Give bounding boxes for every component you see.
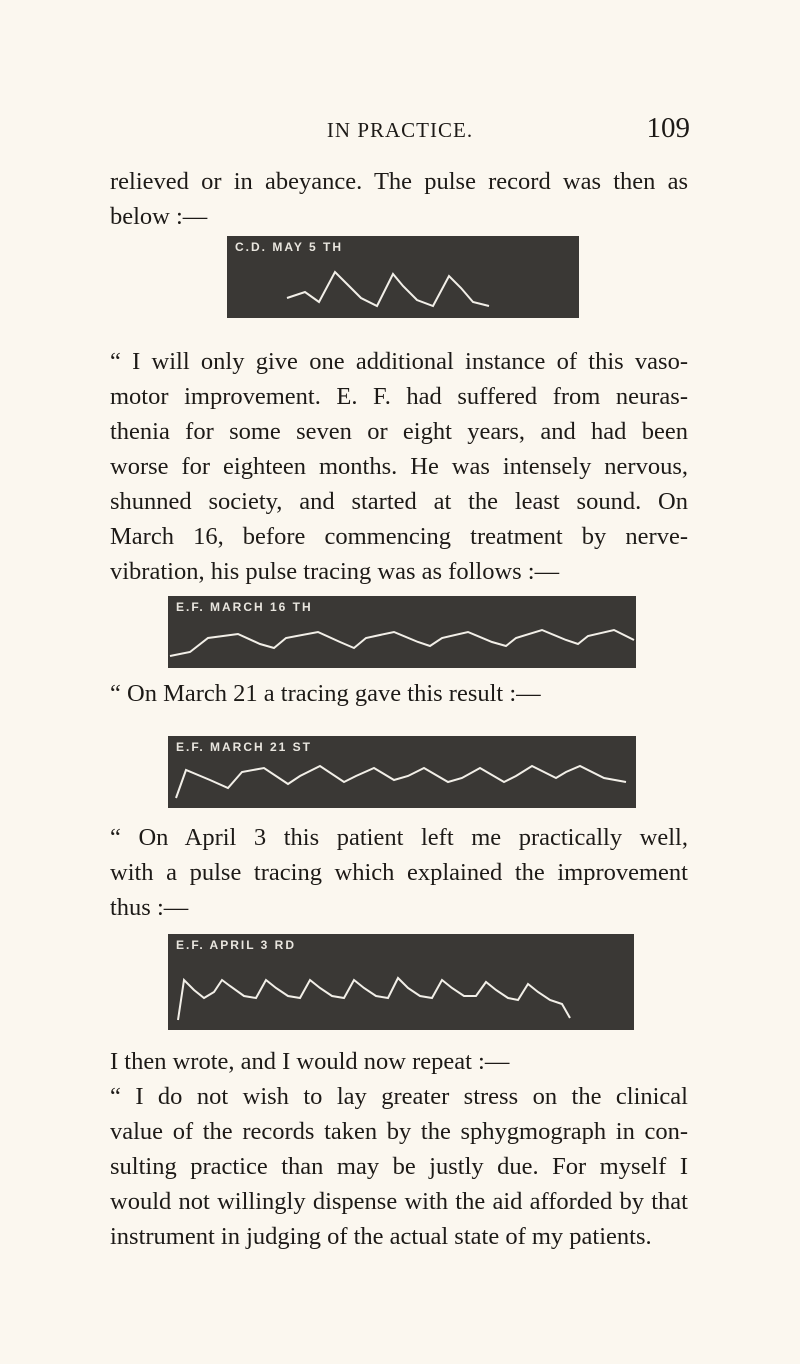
pulse-tracing-ef-april3	[168, 934, 634, 1030]
text-line: would not willingly dispense with the aid afforded by that	[110, 1188, 688, 1215]
text-line: “ On March 21 a tracing gave this result :—	[110, 680, 541, 707]
paragraph-march21	[110, 676, 688, 711]
running-title: IN PRACTICE.	[326, 118, 474, 142]
pulse-tracing-ef-march21	[168, 736, 636, 808]
text-line: below :—	[110, 203, 208, 230]
pulse-tracing-cd-may5	[227, 236, 579, 318]
paragraph-conclusion	[110, 1044, 688, 1254]
tracing-label: E.F. APRIL 3 RD	[176, 938, 297, 952]
text-line: I then wrote, and I would now repeat :—	[110, 1048, 510, 1075]
text-line: motor improvement. E. F. had suffered from neuras-	[110, 383, 688, 410]
page-number: 109	[646, 112, 690, 144]
text-line: thus :—	[110, 894, 189, 921]
tracing-label: C.D. MAY 5 TH	[235, 240, 344, 254]
text-line: with a pulse tracing which explained the improvement	[110, 859, 688, 886]
text-line: March 16, before commencing treatment by nerve-	[110, 523, 688, 550]
text-line: “ I do not wish to lay greater stress on the clinical	[110, 1083, 688, 1110]
text-line: vibration, his pulse tracing was as follows :—	[110, 558, 560, 585]
paragraph-intro	[110, 164, 688, 234]
tracing-label: E.F. MARCH 16 TH	[176, 600, 313, 614]
paragraph-april3	[110, 820, 688, 925]
text-line: relieved or in abeyance. The pulse record was then as	[110, 168, 688, 195]
pulse-tracing-ef-march16	[168, 596, 636, 668]
text-line: instrument in judging of the actual state of my patients.	[110, 1223, 652, 1250]
tracing-label: E.F. MARCH 21 ST	[176, 740, 313, 754]
text-line: “ I will only give one additional instance of this vaso-	[110, 348, 688, 375]
text-line: worse for eighteen months. He was intensely nervous,	[110, 453, 688, 480]
paragraph-ef-case	[110, 344, 688, 589]
text-line: sulting practice than may be justly due. For myself I	[110, 1153, 688, 1180]
text-line: shunned society, and started at the least sound. On	[110, 488, 688, 515]
page-header	[110, 112, 690, 152]
text-line: thenia for some seven or eight years, and had been	[110, 418, 688, 445]
text-line: value of the records taken by the sphygmograph in con-	[110, 1118, 688, 1145]
text-line: “ On April 3 this patient left me practically well,	[110, 824, 688, 851]
